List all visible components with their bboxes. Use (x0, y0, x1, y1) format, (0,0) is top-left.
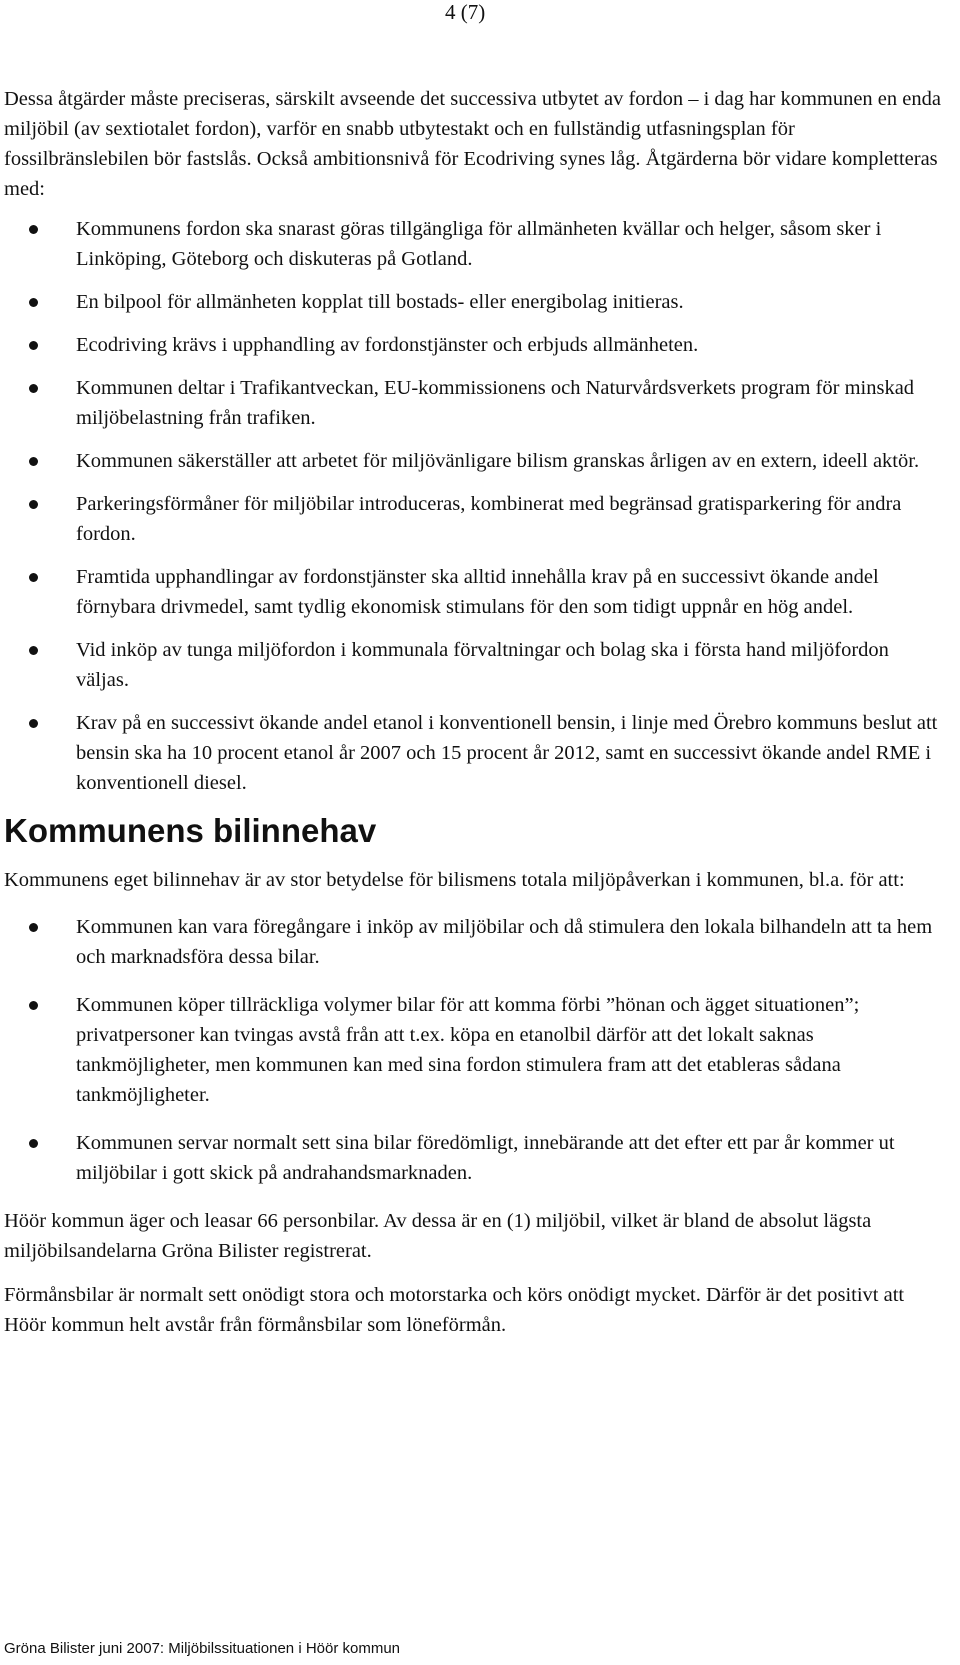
list-item (4, 635, 944, 695)
list-item (4, 912, 944, 972)
intro-paragraph: Dessa åtgärder måste preciseras, särskilt avseende det successiva utbytet av fordon – i dag har kommunen en enda miljöbil (av sextiotalet fordon), varför en snabb utbytestakt och en fullständig utfasningsplan för fossilbränslebilen bör fastslås. Också ambitionsnivå för Ecodriving synes låg. Åtgärderna bör vidare kompletteras med: (4, 88, 941, 200)
section-lead: Kommunens eget bilinnehav är av stor betydelse för bilismens totala miljöpåverkan i kommunen, bl.a. för att: (4, 869, 905, 891)
list-item-text: Krav på en successivt ökande andel etanol i konventionell bensin, i linje med Örebro kommuns beslut att bensin ska ha 10 procent etanol år 2007 och 15 procent år 2012, samt en successivt ökande andel RME i konventionell diesel. (76, 712, 938, 794)
bullet-icon (29, 1139, 38, 1148)
bullet-icon (29, 719, 38, 728)
list-item (4, 373, 944, 433)
list-item-text: Kommunen deltar i Trafikantveckan, EU-kommissionens och Naturvårdsverkets program för minskad miljöbelastning från trafiken. (76, 377, 915, 429)
bullet-icon (29, 298, 38, 307)
section-heading: Kommunens bilinnehav (4, 812, 377, 849)
bullet-icon (29, 573, 38, 582)
list-item-text: Parkeringsförmåner för miljöbilar introduceras, kombinerat med begränsad gratisparkering för andra fordon. (76, 493, 902, 545)
fleet-paragraph: Höör kommun äger och leasar 66 personbilar. Av dessa är en (1) miljöbil, vilket är bland de absolut lägsta miljöbilsandelarna Gröna Bilister registrerat. (4, 1210, 872, 1262)
page-footer: Gröna Bilister juni 2007: Miljöbilssituationen i Höör kommun (4, 1640, 401, 1657)
list-item (4, 214, 944, 274)
list-item-text: Ecodriving krävs i upphandling av fordonstjänster och erbjuds allmänheten. (76, 334, 699, 356)
page-number: 4 (7) (445, 0, 486, 24)
list-item (4, 990, 944, 1110)
bullet-icon (29, 646, 38, 655)
list-item-text: Vid inköp av tunga miljöfordon i kommunala förvaltningar och bolag ska i första hand miljöfordon väljas. (76, 639, 889, 691)
bullet-icon (29, 923, 38, 932)
list-item-text: Kommunen servar normalt sett sina bilar föredömligt, innebärande att det efter ett par år kommer ut miljöbilar i gott skick på andrahandsmarknaden. (76, 1132, 895, 1184)
bullet-icon (29, 384, 38, 393)
list-item-text: En bilpool för allmänheten kopplat till bostads- eller energibolag initieras. (76, 291, 684, 313)
measures-list (4, 214, 944, 798)
list-item-text: Kommunens fordon ska snarast göras tillgängliga för allmänheten kvällar och helger, såsom sker i Linköping, Göteborg och diskuteras på Gotland. (76, 218, 882, 270)
list-item (4, 1128, 944, 1188)
bullet-icon (29, 500, 38, 509)
list-item (4, 446, 944, 476)
document-body (4, 84, 944, 1354)
list-item (4, 562, 944, 622)
list-item-text: Framtida upphandlingar av fordonstjänster ska alltid innehålla krav på en successivt ökande andel förnybara drivmedel, samt tydlig ekonomisk stimulans för den som tidigt uppnår en hög andel. (76, 566, 879, 618)
list-item (4, 489, 944, 549)
reasons-list (4, 912, 944, 1188)
list-item-text: Kommunen kan vara föregångare i inköp av miljöbilar och då stimulera den lokala bilhandeln att ta hem och marknadsföra dessa bilar. (76, 916, 933, 968)
list-item (4, 708, 944, 798)
bullet-icon (29, 341, 38, 350)
bullet-icon (29, 1001, 38, 1010)
list-item (4, 330, 944, 360)
list-item-text: Kommunen säkerställer att arbetet för miljövänligare bilism granskas årligen av en extern, ideell aktör. (76, 450, 920, 472)
bullet-icon (29, 225, 38, 234)
bullet-icon (29, 457, 38, 466)
list-item-text: Kommunen köper tillräckliga volymer bilar för att komma förbi ”hönan och ägget situationen”; privatpersoner kan tvingas avstå från att t.ex. köpa en etanolbil därför att det lokalt saknas tankmöjligheter, men kommunen kan med sina fordon stimulera fram att det etableras sådana tankmöjligheter. (76, 994, 860, 1106)
benefit-cars-paragraph: Förmånsbilar är normalt sett onödigt stora och motorstarka och körs onödigt mycket. Därför är det positivt att Höör kommun helt avstår från förmånsbilar som löneförmån. (4, 1284, 905, 1336)
list-item (4, 287, 944, 317)
